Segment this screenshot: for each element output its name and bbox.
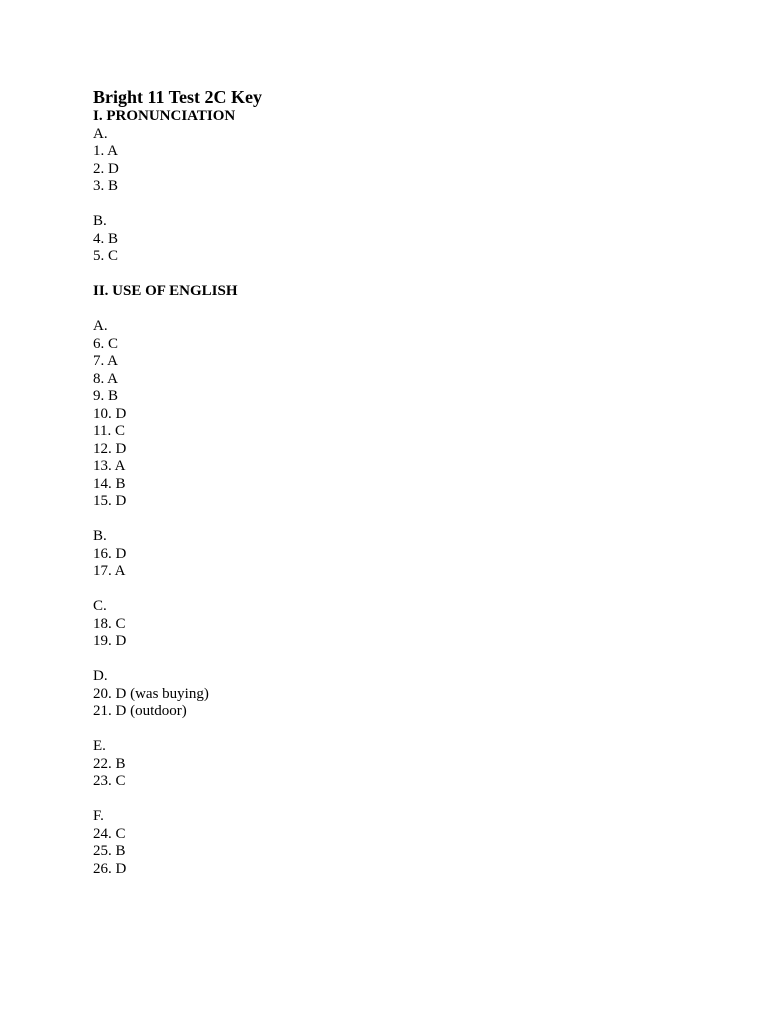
part-label: E. — [93, 738, 106, 754]
answer-line: 8. A — [93, 370, 119, 387]
spacer — [93, 791, 693, 809]
answer-line: 26. D — [93, 860, 127, 877]
answer-line: 14. B — [93, 475, 126, 492]
part-label: A. — [93, 125, 108, 142]
answer-line: 16. D — [93, 545, 127, 562]
answer-line: 10. D — [93, 405, 127, 422]
answer-line: 9. B — [93, 388, 119, 404]
part-label: B. — [93, 213, 107, 229]
part-label: A. — [93, 318, 108, 334]
answer-line: 20. D (was buying) — [93, 685, 209, 702]
answer-line: 5. C — [93, 248, 119, 264]
answer-line: 23. C — [93, 773, 126, 789]
answer-line: 24. C — [93, 825, 126, 842]
part-label: F. — [93, 808, 104, 824]
answer-line: 25. B — [93, 843, 126, 859]
answer-line: 13. A — [93, 458, 126, 474]
answer-line: 19. D — [93, 633, 127, 649]
answer-line: 4. B — [93, 230, 119, 247]
answer-line: 11. C — [93, 423, 125, 439]
answer-line: 6. C — [93, 335, 119, 352]
spacer — [93, 266, 693, 284]
spacer — [93, 301, 693, 319]
answer-line: 7. A — [93, 353, 119, 369]
answer-line: 1. A — [93, 143, 119, 159]
part-label: B. — [93, 528, 107, 544]
spacer — [93, 196, 693, 214]
answer-line: 2. D — [93, 160, 119, 177]
section-heading-pronunciation: I. PRONUNCIATION — [93, 108, 236, 124]
spacer — [93, 511, 693, 529]
answer-line: 12. D — [93, 440, 127, 457]
spacer — [93, 651, 693, 669]
answer-line: 3. B — [93, 178, 119, 194]
section-heading-use-of-english: II. USE OF ENGLISH — [93, 283, 238, 299]
part-label: C. — [93, 598, 107, 614]
document-page — [93, 86, 693, 878]
answer-line: 17. A — [93, 563, 126, 579]
spacer — [93, 581, 693, 599]
document-title: Bright 11 Test 2C Key — [93, 87, 263, 107]
answer-line: 21. D (outdoor) — [93, 703, 187, 719]
answer-line: 18. C — [93, 615, 126, 632]
answer-line: 15. D — [93, 493, 127, 509]
spacer — [93, 721, 693, 739]
answer-line: 22. B — [93, 755, 126, 772]
part-label: D. — [93, 668, 108, 684]
